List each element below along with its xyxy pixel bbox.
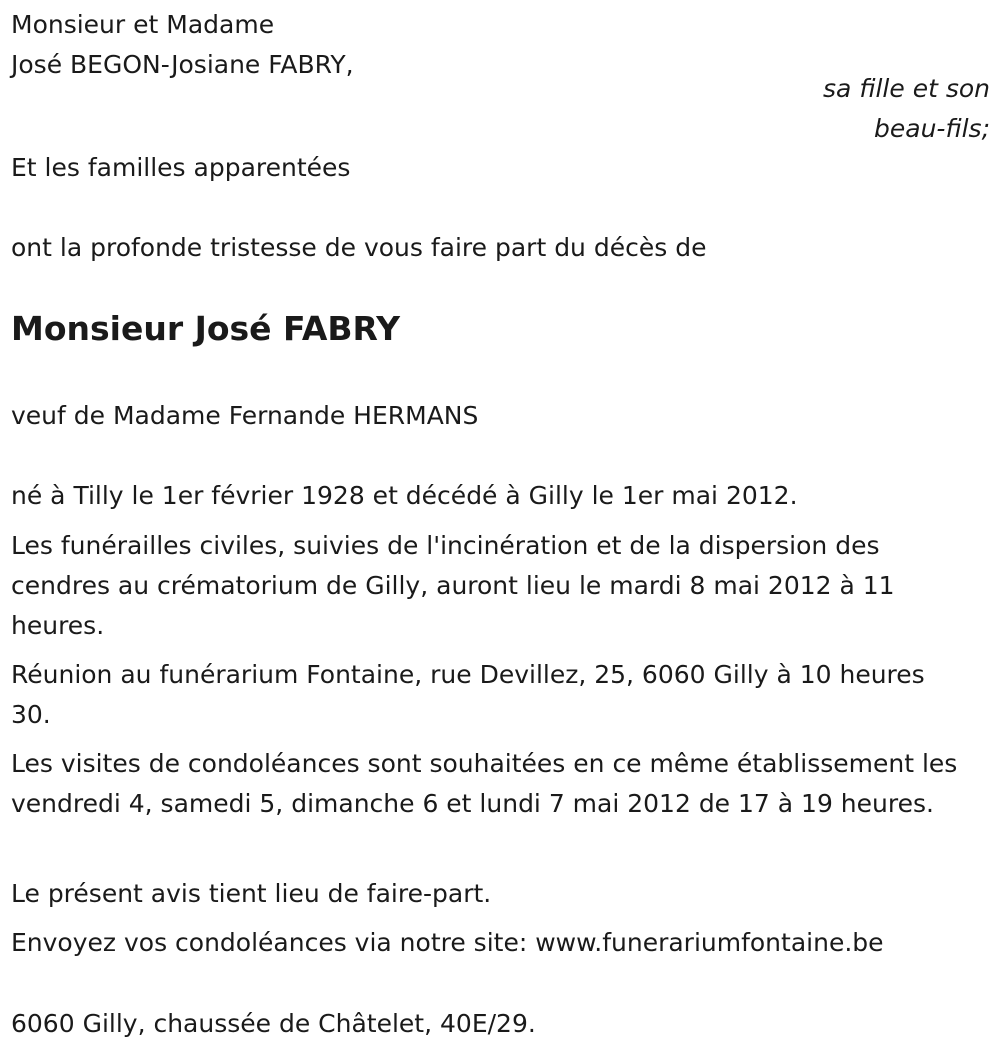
relation-line-2: beau-fils; [874, 114, 990, 143]
meeting-details: Réunion au funérarium Fontaine, rue Devillez, 25, 6060 Gilly à 10 heures 30. [11, 660, 925, 729]
family-line-2: José BEGON-Josiane FABRY, [11, 50, 354, 79]
birth-death: né à Tilly le 1er février 1928 et décédé à Gilly le 1er mai 2012. [11, 481, 798, 510]
other-families: Et les familles apparentées [11, 153, 351, 182]
visits-details: Les visites de condoléances sont souhaitées en ce même établissement les vendredi 4, samedi 5, dimanche 6 et lundi 7 mai 2012 de 17 à 19 heures. [11, 749, 958, 818]
announcement: ont la profonde tristesse de vous faire part du décès de [11, 233, 707, 262]
notice-text: Le présent avis tient lieu de faire-part. [11, 879, 492, 908]
condolences-link-text: Envoyez vos condoléances via notre site: www.funerariumfontaine.be [11, 928, 884, 957]
relation-line-1: sa fille et son [823, 74, 990, 103]
family-line-1: Monsieur et Madame [11, 10, 275, 39]
funeral-details: Les funérailles civiles, suivies de l'incinération et de la dispersion des cendres au crématorium de Gilly, auront lieu le mardi 8 mai 2012 à 11 heures. [11, 531, 895, 640]
widower-of: veuf de Madame Fernande HERMANS [11, 401, 479, 430]
address: 6060 Gilly, chaussée de Châtelet, 40E/29. [11, 1009, 536, 1038]
deceased-name: Monsieur José FABRY [11, 309, 401, 348]
